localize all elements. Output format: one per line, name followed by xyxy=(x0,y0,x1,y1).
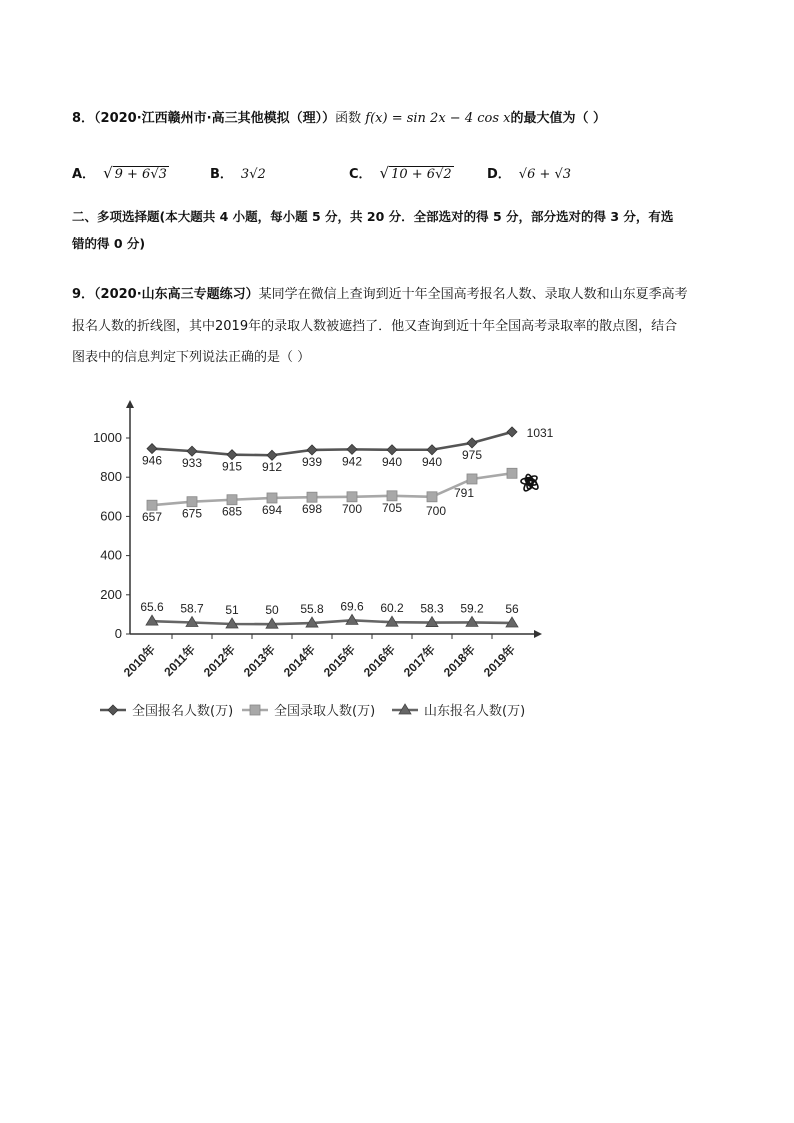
data-point xyxy=(267,493,277,503)
q8-option-a[interactable] xyxy=(72,163,169,182)
x-tick-label: 2011年 xyxy=(161,642,199,680)
q8-option-c[interactable] xyxy=(349,163,454,182)
x-tick-label: 2010年 xyxy=(120,642,159,680)
data-label: 915 xyxy=(221,459,243,474)
x-tick-label: 2014年 xyxy=(280,642,319,680)
y-axis-arrow-icon xyxy=(126,400,134,408)
q8-func-lhs: f(x) xyxy=(365,111,388,126)
data-label: 1031 xyxy=(526,425,554,440)
q9-line3: 图表中的信息判定下列说法正确的是（ ） xyxy=(72,350,311,365)
x-tick-label: 2015年 xyxy=(320,642,359,680)
series-triangle xyxy=(140,599,519,628)
x-tick-label: 2018年 xyxy=(440,642,479,680)
data-label: 675 xyxy=(181,506,203,521)
series-line xyxy=(152,432,512,455)
data-label: 58.7 xyxy=(180,601,204,616)
legend-label: 全国报名人数(万) xyxy=(132,704,234,719)
legend-item xyxy=(242,703,375,719)
option-d-value: √6 + √3 xyxy=(518,167,572,182)
data-point xyxy=(187,446,197,456)
data-point xyxy=(507,427,517,437)
data-label: 912 xyxy=(261,460,283,475)
q8-option-d[interactable] xyxy=(487,163,571,182)
data-label: 58.3 xyxy=(420,601,444,616)
data-point xyxy=(467,438,477,448)
data-label: 942 xyxy=(341,454,363,469)
data-point xyxy=(467,474,477,484)
data-point xyxy=(147,444,157,454)
x-tick-label: 2016年 xyxy=(360,642,399,680)
chart-series xyxy=(140,426,553,628)
data-label: 939 xyxy=(301,454,323,469)
option-a-label: A． xyxy=(72,167,96,182)
q9-line2: 报名人数的折线图，其中2019年的录取人数被遮挡了．他又查询到近十年全国高考录取率的散点图，结合 xyxy=(72,319,678,334)
data-point xyxy=(347,444,357,454)
y-tick-label: 600 xyxy=(100,508,122,524)
series-diamond xyxy=(142,426,554,474)
x-tick-label: 2013年 xyxy=(240,642,279,680)
q8-source: （2020·江西赣州市·高三其他模拟（理）） xyxy=(94,111,336,126)
q9-source: （2020·山东高三专题练习） xyxy=(94,287,259,302)
radical-icon: √ xyxy=(103,164,113,182)
data-label: 700 xyxy=(341,501,363,516)
x-tick-label: 2012年 xyxy=(200,642,239,680)
y-tick-label: 1000 xyxy=(93,430,122,445)
radical-icon: √ xyxy=(379,164,390,182)
option-b-label: B． xyxy=(210,167,233,182)
data-label: 940 xyxy=(381,454,403,469)
data-point xyxy=(347,492,357,502)
data-label: 60.2 xyxy=(380,601,404,616)
x-tick-label: 2017年 xyxy=(400,642,439,680)
data-label: 65.6 xyxy=(140,600,164,615)
data-label: 700 xyxy=(425,503,447,518)
y-tick-label: 200 xyxy=(100,586,122,602)
q8-stem xyxy=(72,107,606,126)
data-point xyxy=(267,450,277,460)
data-label: 946 xyxy=(141,453,163,468)
data-label: 69.6 xyxy=(340,599,364,614)
data-point xyxy=(427,445,437,455)
series-square xyxy=(142,468,517,524)
chart-legend xyxy=(100,703,525,719)
option-a-radicand: 9 + 6√3 xyxy=(114,167,167,182)
data-label: 694 xyxy=(261,502,283,517)
data-label: 791 xyxy=(453,485,475,500)
data-point xyxy=(147,500,157,510)
section2-line2: 错的得 0 分) xyxy=(72,236,146,251)
legend-marker-icon xyxy=(108,705,118,715)
data-point xyxy=(307,492,317,502)
q8-prefix: 函数 xyxy=(335,111,362,126)
series-line xyxy=(152,620,512,624)
q8-suffix: 的最大值为（ ） xyxy=(510,111,606,126)
q8-func-rhs: = sin 2x − 4 cos x xyxy=(391,111,511,126)
data-point xyxy=(227,495,237,505)
data-point xyxy=(427,492,437,502)
option-b-value: 3√2 xyxy=(240,167,266,182)
data-label: 975 xyxy=(461,447,483,462)
data-point xyxy=(187,497,197,507)
data-label: 59.2 xyxy=(460,601,484,616)
data-label: 933 xyxy=(181,456,203,471)
legend-label: 全国录取人数(万) xyxy=(274,704,376,719)
y-tick-label: 800 xyxy=(100,469,122,485)
q8-number: 8． xyxy=(72,111,95,126)
line-chart xyxy=(82,392,562,728)
x-tick-label: 2019年 xyxy=(480,642,519,680)
q9-number: 9． xyxy=(72,287,95,302)
option-d-label: D． xyxy=(487,167,511,182)
legend-item xyxy=(392,703,525,719)
data-label: 685 xyxy=(221,504,243,519)
data-label: 698 xyxy=(301,502,323,517)
data-label: 940 xyxy=(421,454,443,469)
occlusion-scribble-icon xyxy=(521,474,540,493)
option-c-radicand: 10 + 6√2 xyxy=(391,167,452,182)
data-point xyxy=(507,468,517,478)
data-label: 657 xyxy=(141,510,163,525)
q8-option-b[interactable] xyxy=(210,163,266,182)
legend-item xyxy=(100,703,233,719)
legend-label: 山东报名人数(万) xyxy=(424,704,526,719)
y-tick-label: 0 xyxy=(114,626,122,641)
data-point xyxy=(387,445,397,455)
data-label: 50 xyxy=(265,603,279,618)
q9-line1-text: 某同学在微信上查询到近十年全国高考报名人数、录取人数和山东夏季高考 xyxy=(258,287,688,302)
x-axis-arrow-icon xyxy=(534,630,542,638)
data-point xyxy=(307,445,317,455)
data-point xyxy=(227,450,237,460)
section2-line1: 二、多项选择题(本大题共 4 小题，每小题 5 分，共 20 分．全部选对的得 5 分，部分选对的得 3 分，有选 xyxy=(72,209,674,224)
data-label: 51 xyxy=(225,603,239,618)
data-label: 55.8 xyxy=(300,602,324,617)
y-tick-label: 400 xyxy=(100,547,122,563)
q9-line1 xyxy=(72,283,688,302)
data-point xyxy=(387,491,397,501)
option-c-label: C． xyxy=(349,167,372,182)
legend-marker-icon xyxy=(250,705,260,715)
data-label: 705 xyxy=(381,500,403,515)
data-label: 56 xyxy=(505,602,519,617)
